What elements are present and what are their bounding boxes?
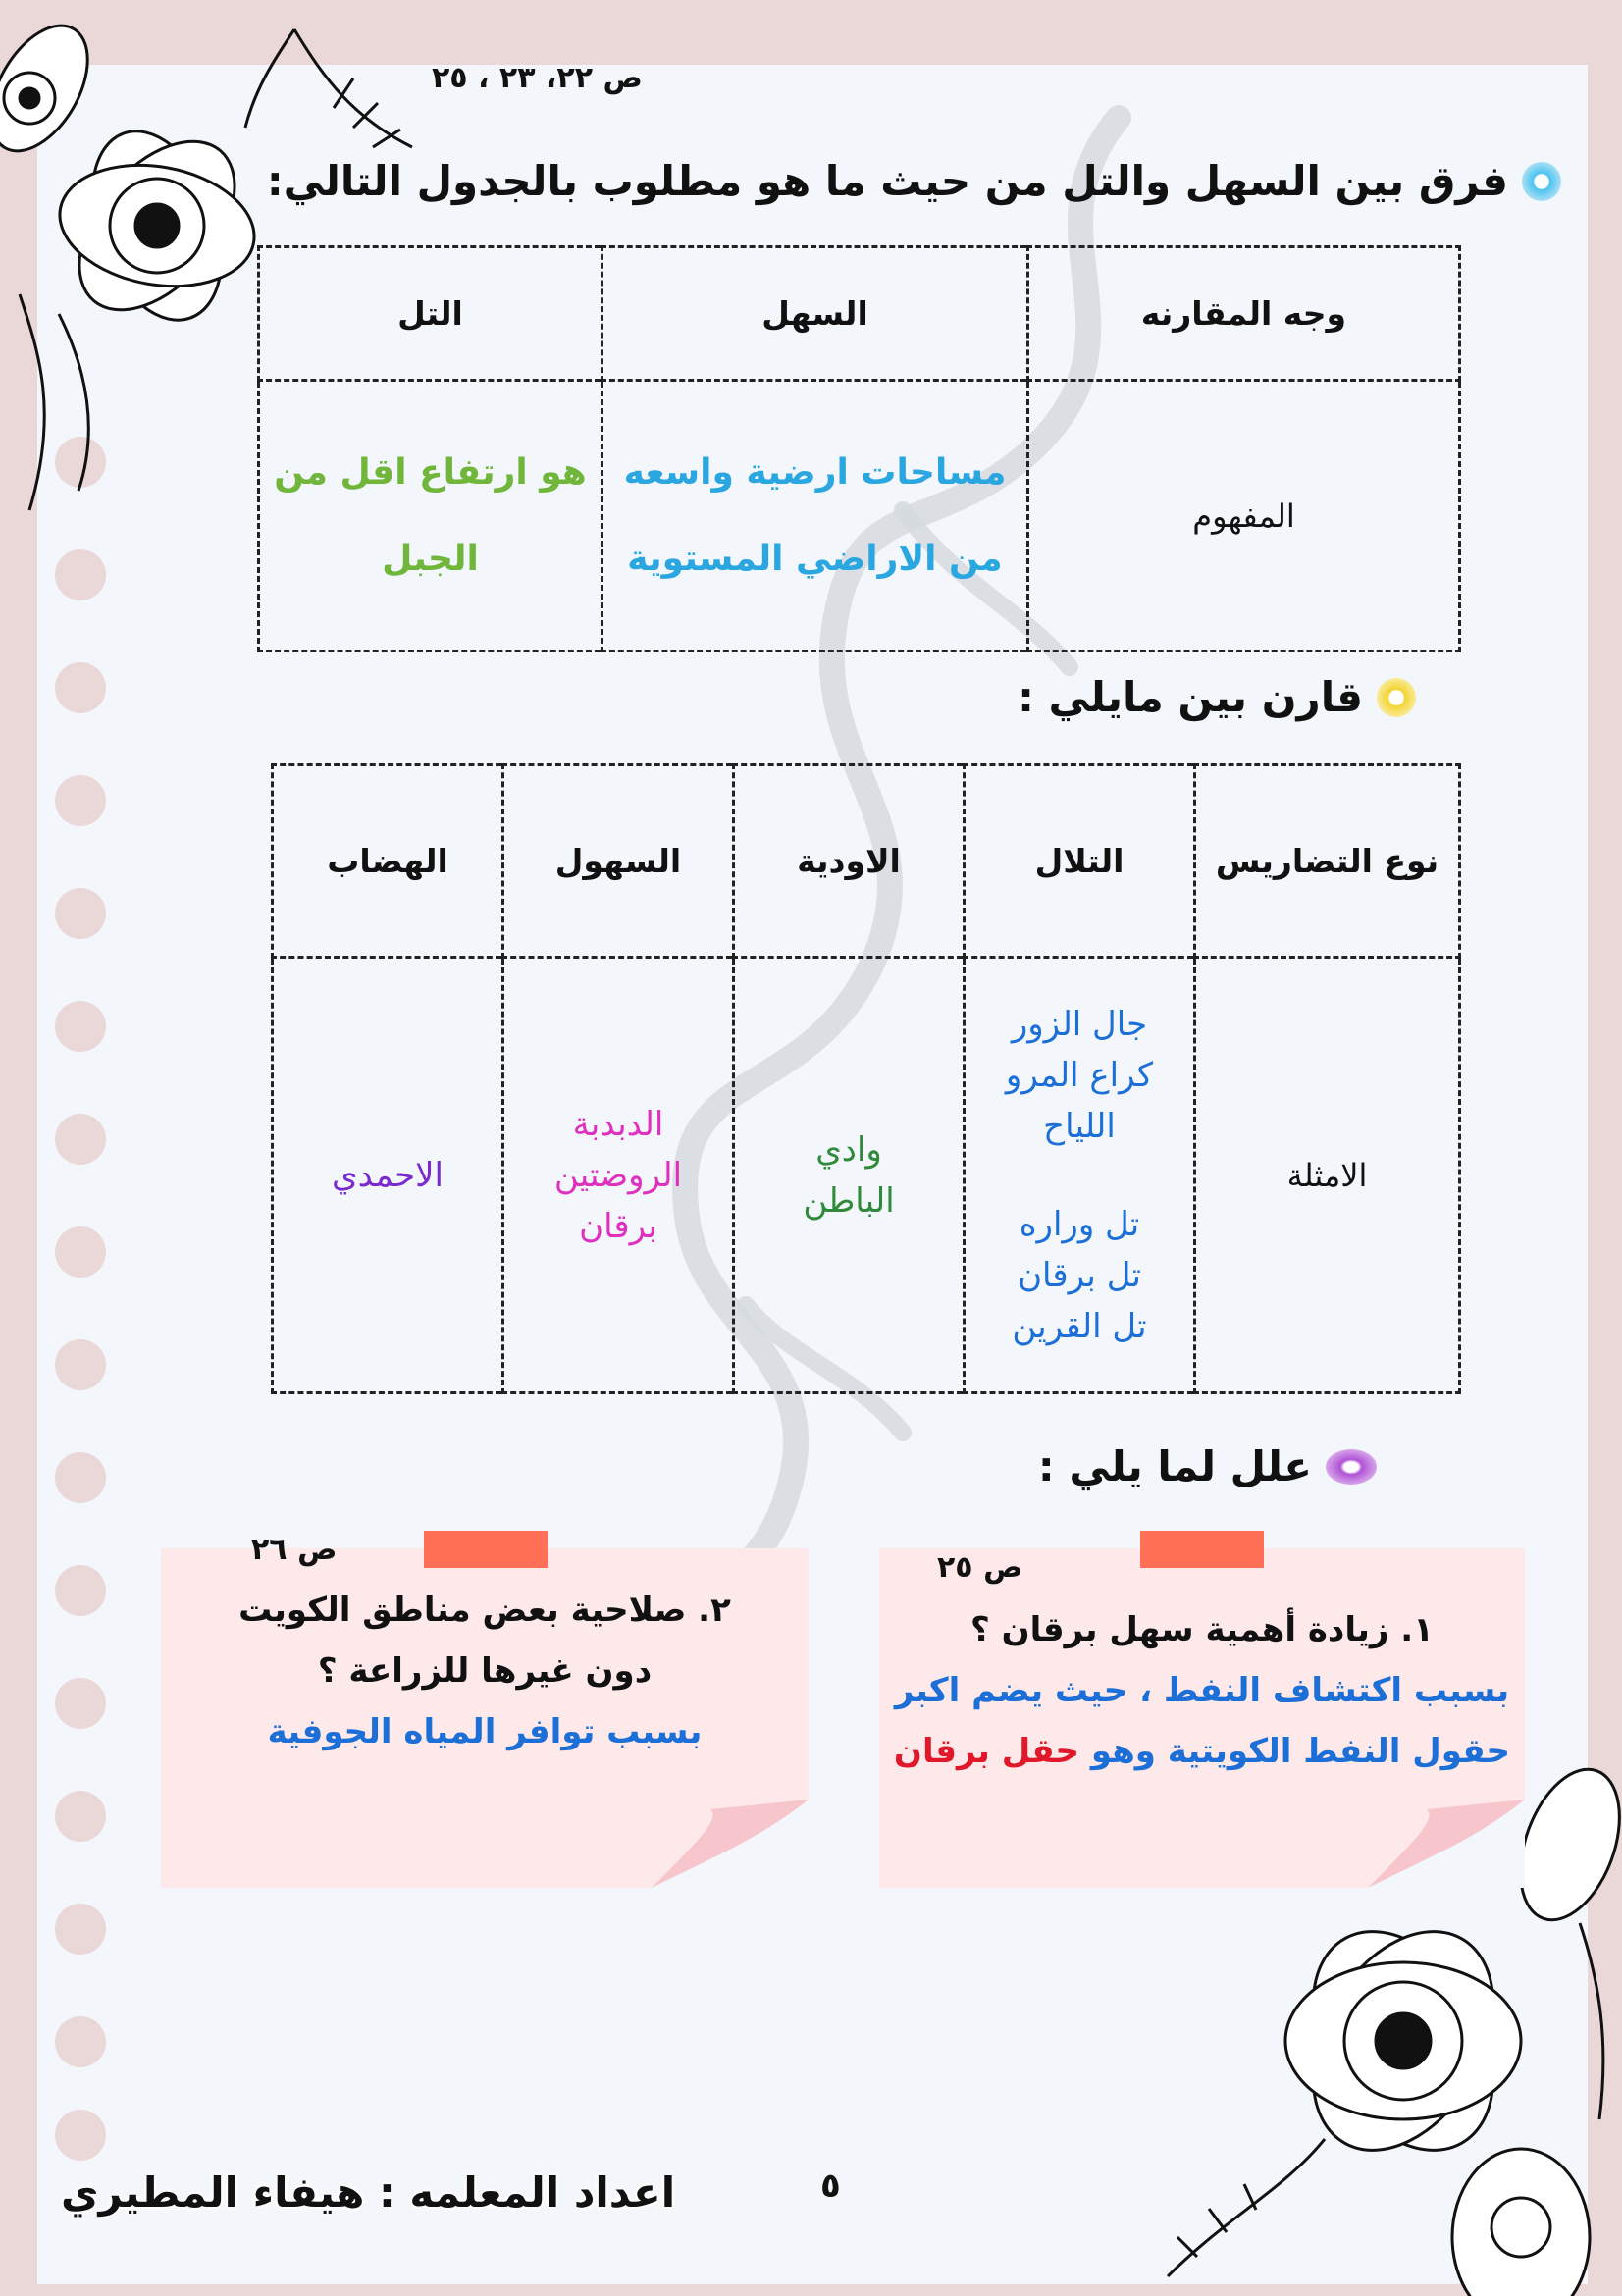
table-header-cell: التل: [259, 247, 602, 381]
note1-page-reference: ص ٢٥: [937, 1550, 1023, 1585]
tape-strip: [1140, 1531, 1264, 1568]
binder-hole: [55, 1904, 106, 1955]
table-header-cell: السهل: [602, 247, 1028, 381]
hill-example: تل القرين: [1012, 1306, 1147, 1346]
note1-answer-line: [879, 1721, 1525, 1782]
hills-examples: [965, 958, 1195, 1393]
note1-text: [879, 1599, 1525, 1782]
binder-hole: [55, 1339, 106, 1390]
table-header-cell: الاودية: [734, 765, 965, 958]
valleys-examples: [734, 958, 965, 1393]
binder-hole: [55, 775, 106, 826]
plain-definition-line: مساحات ارضية واسعه: [623, 451, 1007, 493]
page-curl-icon: [652, 1800, 809, 1888]
hill-example: اللياح: [1043, 1106, 1116, 1146]
page-number: ٥: [820, 2166, 841, 2206]
note1-answer-blue: حقول النفط الكويتية وهو: [1090, 1732, 1511, 1771]
table-header-cell: الهضاب: [273, 765, 503, 958]
binder-hole: [55, 1791, 106, 1842]
section3-heading: [690, 1442, 1377, 1490]
section1-heading-text: فرق بين السهل والتل من حيث ما هو مطلوب بالجدول التالي:: [266, 157, 1508, 205]
binder-hole: [55, 1114, 106, 1165]
page-curl-icon: [1368, 1800, 1525, 1888]
binder-hole: [55, 1565, 106, 1616]
table-row: [273, 958, 1460, 1393]
binder-hole: [55, 1452, 106, 1503]
plain-definition: [602, 381, 1028, 652]
section3-heading-text: علل لما يلي :: [1037, 1442, 1312, 1490]
note2-question-line: دون غيرها للزراعة ؟: [317, 1651, 653, 1691]
bullet-circle-icon: [1522, 162, 1561, 201]
terrain-table: [271, 763, 1461, 1394]
note2-page-reference: ص ٢٦: [251, 1533, 338, 1567]
note1-answer-red: حقل برقان: [893, 1732, 1080, 1771]
hill-definition: [259, 381, 602, 652]
table-header-cell: السهول: [503, 765, 734, 958]
note2-answer: بسبب توافر المياه الجوفية: [267, 1712, 703, 1751]
page-reference: ص ٢٢، ٢٣ ، ٢٥: [432, 61, 643, 95]
note2-question-line: ٢. صلاحية بعض مناطق الكويت: [238, 1591, 731, 1630]
binder-hole: [55, 1226, 106, 1278]
plain-example: الدبدبة: [572, 1104, 664, 1144]
plateaus-examples: [273, 958, 503, 1393]
bullet-circle-icon: [1377, 678, 1416, 717]
hill-example: جال الزور: [1011, 1004, 1148, 1044]
note1-question: ١. زيادة أهمية سهل برقان ؟: [970, 1610, 1434, 1649]
table-header-cell: نوع التضاريس: [1195, 765, 1460, 958]
section1-heading: [256, 157, 1561, 205]
binder-hole: [55, 2016, 106, 2067]
table-row: [259, 381, 1460, 652]
hill-definition-line: هو ارتفاع اقل من: [274, 451, 587, 493]
binder-hole: [55, 1678, 106, 1729]
table-header-row: [273, 765, 1460, 958]
hill-example: تل برقان: [1018, 1255, 1141, 1295]
valley-example: الباطن: [803, 1180, 895, 1221]
binder-hole: [55, 888, 106, 939]
plain-example: الروضتين: [553, 1155, 683, 1195]
bullet-oval-icon: [1326, 1449, 1377, 1485]
binder-hole: [55, 1001, 106, 1052]
note2-text: [161, 1580, 809, 1762]
hill-example: كراع المرو: [1005, 1055, 1154, 1095]
row-label: الامثلة: [1195, 958, 1460, 1393]
table-header-row: [259, 247, 1460, 381]
binder-hole: [55, 549, 106, 600]
author-credit: اعداد المعلمه : هيفاء المطيري: [61, 2168, 676, 2217]
note1-answer-line: بسبب اكتشاف النفط ، حيث يضم اكبر: [894, 1671, 1510, 1710]
tape-strip: [424, 1531, 548, 1568]
table-header-cell: التلال: [965, 765, 1195, 958]
binder-hole: [55, 662, 106, 713]
plain-example: برقان: [579, 1206, 657, 1246]
hill-example: تل وراره: [1019, 1204, 1140, 1244]
plain-hill-table: [257, 245, 1461, 652]
section2-heading-text: قارن بين مايلي :: [1018, 673, 1363, 721]
plain-definition-line: من الاراضي المستوية: [627, 538, 1003, 579]
section2-heading: [533, 673, 1416, 721]
hill-definition-line: الجبل: [382, 538, 479, 579]
plateau-example: الاحمدي: [332, 1155, 444, 1195]
plains-examples: [503, 958, 734, 1393]
row-label: المفهوم: [1028, 381, 1460, 652]
table-header-cell: وجه المقارنه: [1028, 247, 1460, 381]
binder-hole: [55, 2110, 106, 2161]
valley-example: وادي: [815, 1129, 882, 1170]
